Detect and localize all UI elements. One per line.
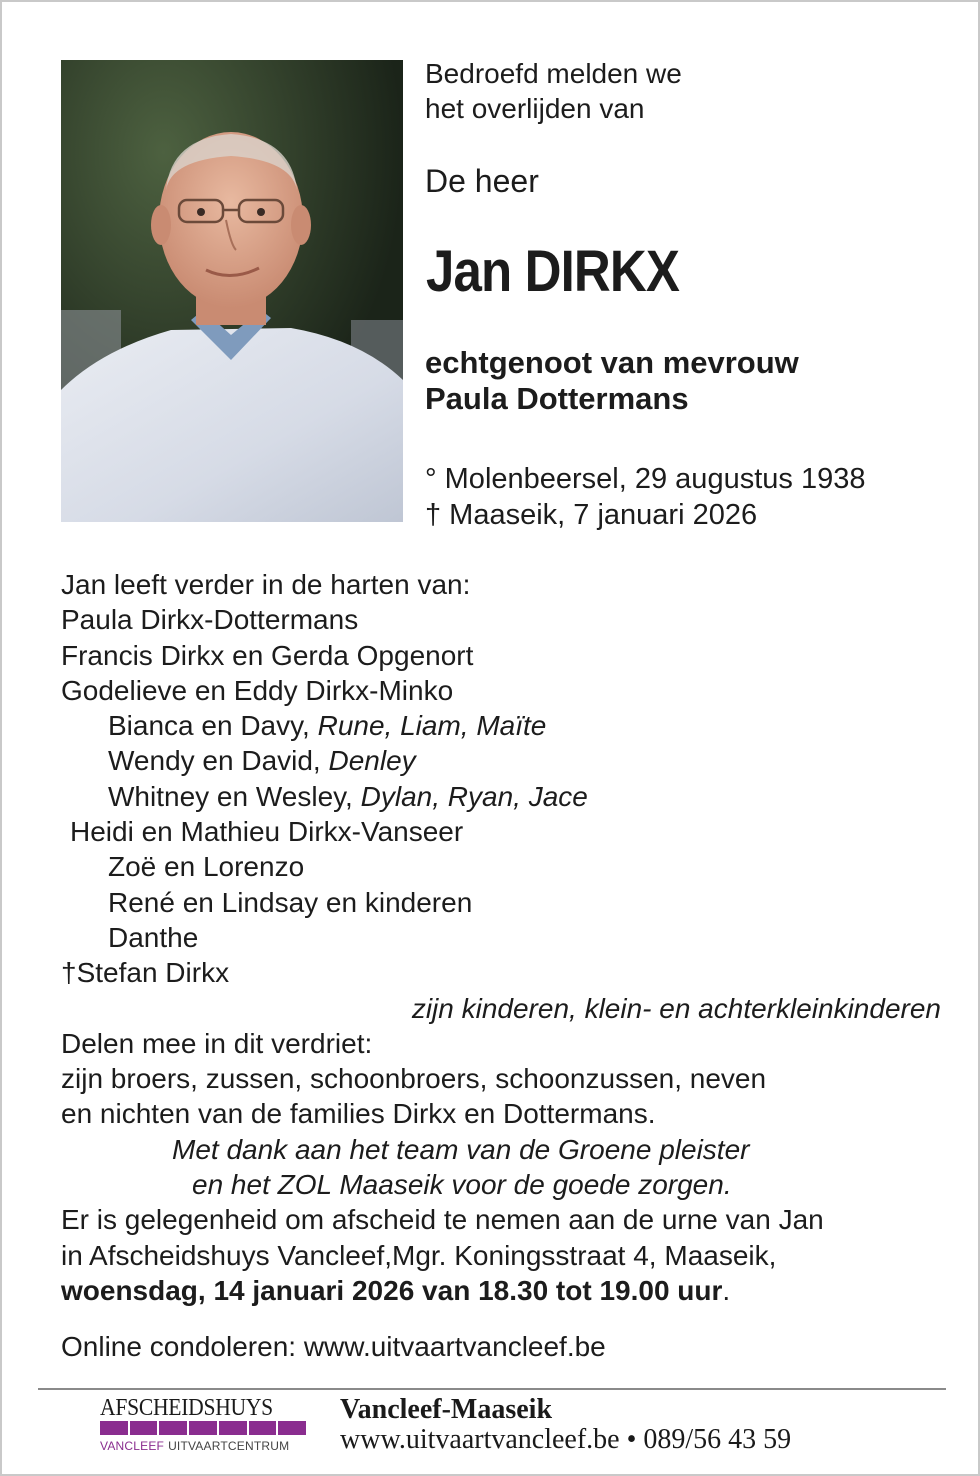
spouse-line-1: echtgenoot van mevrouw	[425, 345, 799, 380]
thanks-line-2: en het ZOL Maaseik voor de goede zorgen.	[192, 1169, 732, 1201]
family-lead: Jan leeft verder in de harten van:	[61, 569, 471, 600]
farewell-line-2: in Afscheidshuys Vancleef,Mgr. Koningsstraat 4, Maaseik,	[61, 1239, 777, 1271]
logo-sub-vancleef: VANCLEEF	[100, 1439, 165, 1453]
share-lead: Delen mee in dit verdriet:	[61, 1027, 373, 1059]
share-line: zijn broers, zussen, schoonbroers, schoonzussen, neven	[61, 1063, 767, 1095]
family-line: †Stefan Dirkx	[61, 957, 230, 989]
logo-title: AFSCHEIDSHUYS	[100, 1395, 273, 1421]
family-parents: Bianca en Davy,	[108, 710, 318, 742]
family-line	[61, 779, 941, 814]
company-contact: www.uitvaartvancleef.be • 089/56 43 59	[340, 1424, 792, 1455]
logo-bar	[100, 1421, 306, 1435]
thanks-line-1: Met dank aan het team van de Groene pleister	[172, 1133, 750, 1165]
family-parents: Whitney en Wesley,	[108, 780, 361, 812]
spouse-text	[425, 345, 799, 417]
family-line: Godelieve en Eddy Dirkx-Minko	[61, 674, 454, 706]
family-line: Paula Dirkx-Dottermans	[61, 604, 359, 636]
notice-body	[61, 567, 941, 1365]
family-children: Rune, Liam, Maïte	[317, 710, 547, 742]
salutation: De heer	[425, 163, 539, 199]
death-date: † Maaseik, 7 januari 2026	[425, 499, 758, 531]
spouse-line-2: Paula Dottermans	[425, 381, 689, 416]
family-summary: zijn kinderen, klein- en achterkleinkinderen	[411, 992, 941, 1024]
farewell-period: .	[722, 1274, 731, 1306]
company-name: Vancleef-Maaseik	[340, 1394, 553, 1425]
intro-line-1: Bedroefd melden we	[425, 58, 682, 89]
deceased-name: Jan DIRKX	[426, 239, 680, 304]
life-dates	[425, 461, 865, 533]
share-line: en nichten van de families Dirkx en Dottermans.	[61, 1098, 656, 1130]
intro-line-2: het overlijden van	[425, 93, 645, 124]
family-children: Dylan, Ryan, Jace	[360, 780, 588, 812]
family-line	[61, 708, 941, 743]
family-line: Zoë en Lorenzo	[108, 851, 305, 883]
family-line: Heidi en Mathieu Dirkx-Vanseer	[70, 816, 464, 848]
intro-text	[425, 56, 682, 126]
family-parents: Wendy en David,	[108, 745, 329, 777]
farewell-line-3	[61, 1273, 941, 1308]
family-children: Denley	[328, 745, 416, 777]
footer-divider	[38, 1388, 946, 1390]
online-condolence: Online condoleren: www.uitvaartvancleef.be	[61, 1331, 606, 1363]
family-line: Francis Dirkx en Gerda Opgenort	[61, 639, 474, 671]
family-line: René en Lindsay en kinderen	[108, 886, 473, 918]
logo-subtitle	[100, 1439, 289, 1453]
farewell-datetime: woensdag, 14 januari 2026 van 18.30 tot 19.00 uur	[61, 1274, 723, 1306]
family-line	[61, 743, 941, 778]
birth-date: ° Molenbeersel, 29 augustus 1938	[425, 463, 866, 495]
portrait-photo	[61, 60, 403, 522]
farewell-line-1: Er is gelegenheid om afscheid te nemen aan de urne van Jan	[61, 1204, 824, 1236]
family-line: Danthe	[108, 921, 199, 953]
logo-sub-uitvaart: UITVAARTCENTRUM	[168, 1439, 290, 1453]
